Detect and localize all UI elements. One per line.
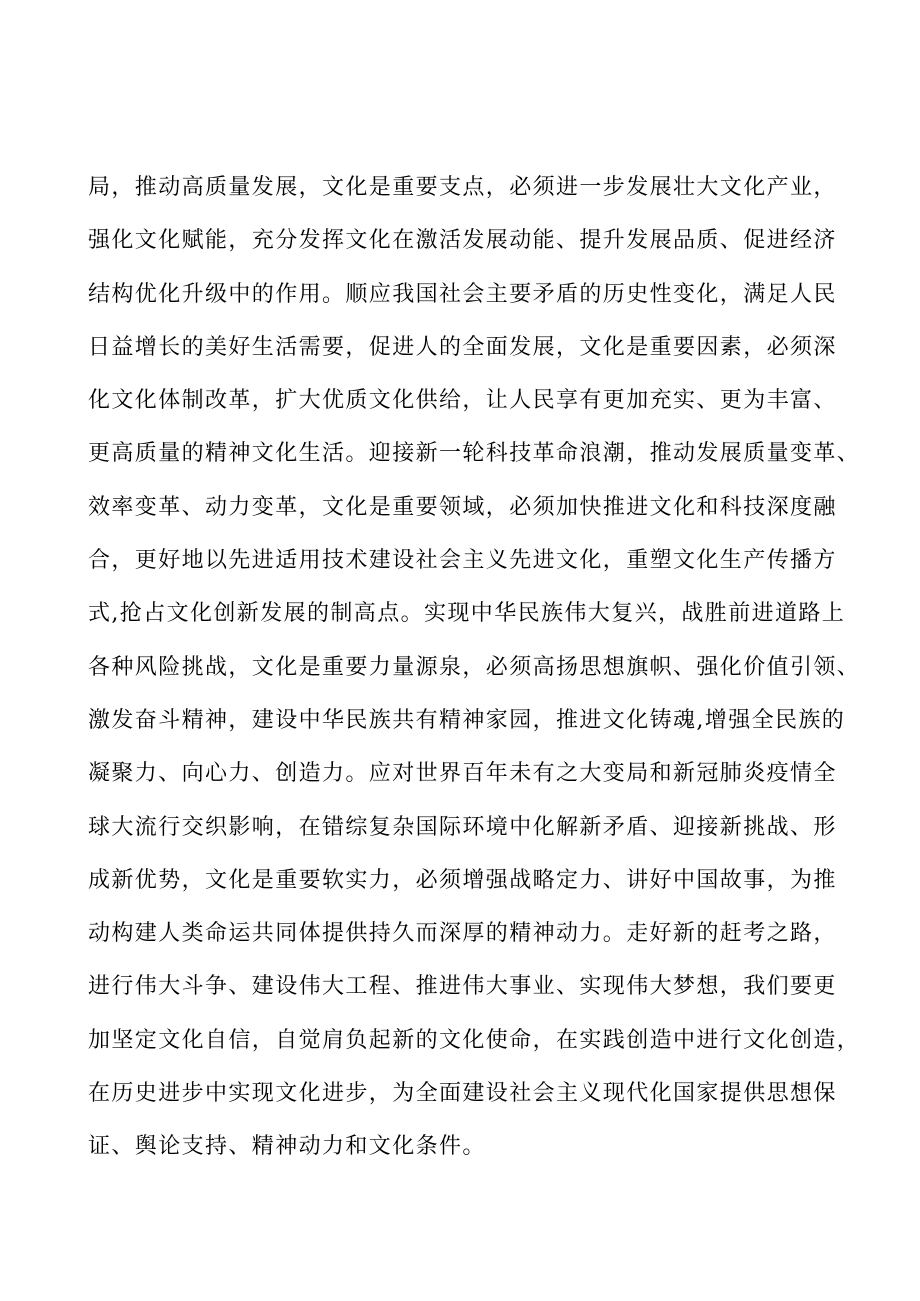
text-line-1: 局，推动高质量发展，文化是重要支点，必须进一步发展壮大文化产业， — [88, 175, 837, 200]
text-line-10: 各种风险挑战，文化是重要力量源泉，必须高扬思想旗帜、强化价值引领、 — [88, 654, 861, 680]
text-line-18: 在历史进步中实现文化进步，为全面建设社会主义现代化国家提供思想保 — [88, 1081, 837, 1107]
text-line-14: 成新优势，文化是重要软实力，必须增强战略定力、讲好中国故事，为推 — [88, 867, 837, 893]
text-line-17: 加坚定文化自信，自觉肩负起新的文化使命，在实践创造中进行文化创造， — [88, 1027, 861, 1053]
text-line-11: 激发奋斗精神，建设中华民族共有精神家园，推进文化铸魂,增强全民族的 — [88, 707, 846, 733]
text-line-7: 效率变革、动力变革，文化是重要领域，必须加快推进文化和科技深度融 — [88, 494, 837, 520]
text-line-16: 进行伟大斗争、建设伟大工程、推进伟大事业、实现伟大梦想，我们要更 — [88, 974, 837, 1000]
text-line-13: 球大流行交织影响，在错综复杂国际环境中化解新矛盾、迎接新挑战、形 — [88, 814, 837, 840]
text-line-2: 强化文化赋能，充分发挥文化在激活发展动能、提升发展品质、促进经济 — [88, 228, 837, 254]
text-line-9: 式,抢占文化创新发展的制高点。实现中华民族伟大复兴，战胜前进道路上 — [88, 601, 846, 627]
text-line-3: 结构优化升级中的作用。顺应我国社会主要矛盾的历史性变化，满足人民 — [88, 281, 837, 307]
text-line-6: 更高质量的精神文化生活。迎接新一轮科技革命浪潮，推动发展质量变革、 — [88, 441, 861, 467]
body-paragraph — [88, 161, 861, 1174]
text-line-4: 日益增长的美好生活需要，促进人的全面发展，文化是重要因素，必须深 — [88, 334, 837, 360]
text-line-19: 证、舆论支持、精神动力和文化条件。 — [88, 1134, 486, 1160]
text-line-12: 凝聚力、向心力、创造力。应对世界百年未有之大变局和新冠肺炎疫情全 — [88, 761, 837, 787]
text-line-8: 合，更好地以先进适用技术建设社会主义先进文化，重塑文化生产传播方 — [88, 548, 837, 574]
text-line-15: 动构建人类命运共同体提供持久而深厚的精神动力。走好新的赶考之路， — [88, 921, 837, 947]
text-line-5: 化文化体制改革，扩大优质文化供给，让人民享有更加充实、更为丰富、 — [88, 388, 837, 414]
